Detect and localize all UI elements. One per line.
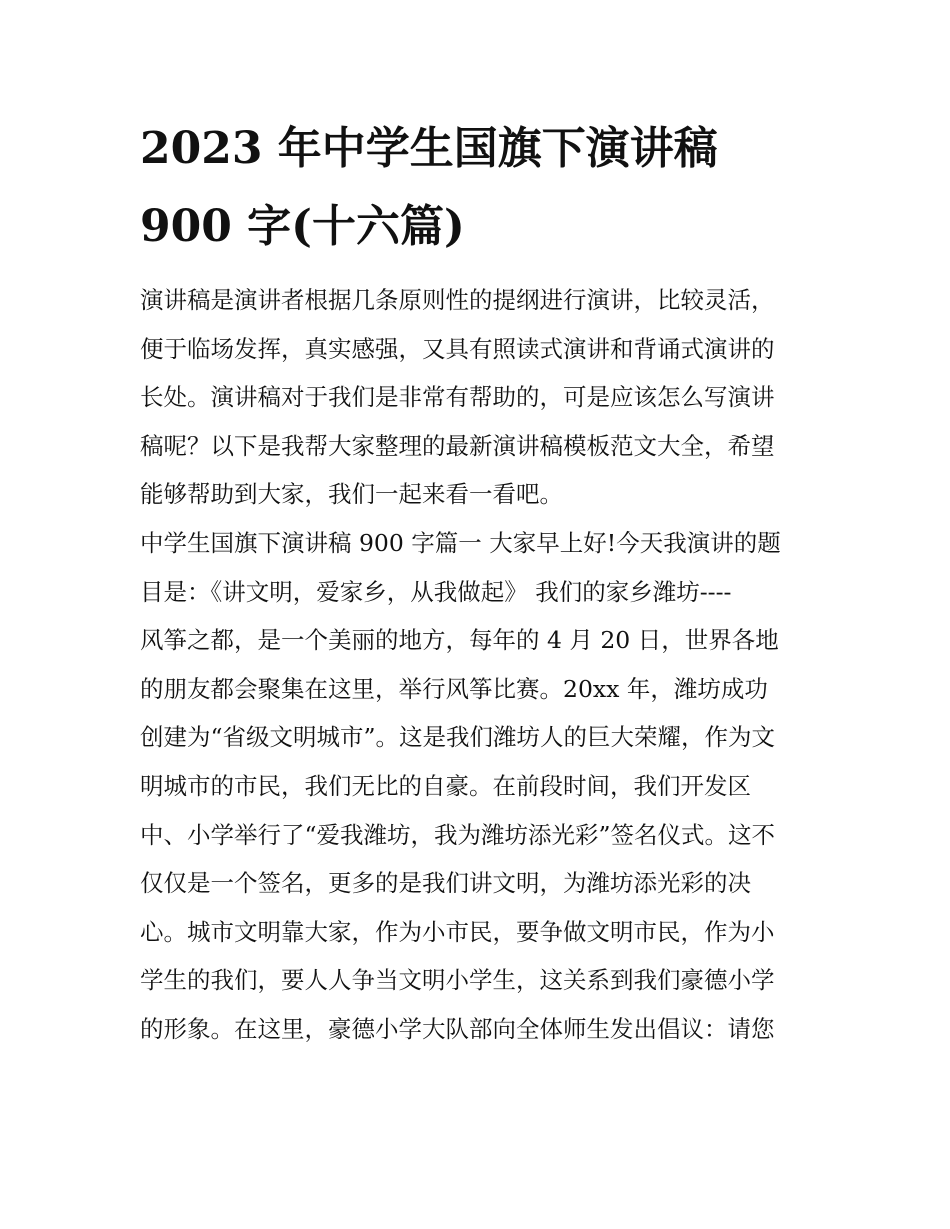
text-line: 稿呢？以下是我帮大家整理的最新演讲稿模板范文大全，希望 bbox=[140, 431, 775, 460]
text-line: 目是：《讲文明，爱家乡，从我做起》 我们的家乡潍坊---- bbox=[140, 577, 732, 606]
text-line: 长处。演讲稿对于我们是非常有帮助的，可是应该怎么写演讲 bbox=[140, 383, 775, 412]
title-line: 900 字(十六篇) bbox=[140, 201, 465, 252]
text-line: 的形象。在这里，豪德小学大队部向全体师生发出倡议：请您 bbox=[140, 1014, 775, 1043]
document-title bbox=[140, 110, 820, 266]
text-line: 的朋友都会聚集在这里，举行风筝比赛。20xx 年，潍坊成功 bbox=[140, 674, 768, 703]
text-line: 学生的我们，要人人争当文明小学生，这关系到我们豪德小学 bbox=[140, 966, 775, 995]
document-body bbox=[140, 276, 820, 1054]
title-line: 2023 年中学生国旗下演讲稿 bbox=[140, 123, 718, 174]
text-line: 中、小学举行了“爱我潍坊，我为潍坊添光彩”签名仪式。这不 bbox=[140, 820, 776, 849]
text-line: 心。城市文明靠大家，作为小市民，要争做文明市民，作为小 bbox=[140, 917, 775, 946]
intro-paragraph bbox=[140, 276, 820, 519]
text-line: 便于临场发挥，真实感强，又具有照读式演讲和背诵式演讲的 bbox=[140, 334, 775, 363]
text-line: 风筝之都，是一个美丽的地方，每年的 4 月 20 日，世界各地 bbox=[140, 626, 779, 655]
text-line: 中学生国旗下演讲稿 900 字篇一 大家早上好!今天我演讲的题 bbox=[140, 528, 781, 557]
text-line: 明城市的市民，我们无比的自豪。在前段时间，我们开发区 bbox=[140, 771, 751, 800]
text-line: 仅仅是一个签名，更多的是我们讲文明，为潍坊添光彩的决 bbox=[140, 869, 751, 898]
text-line: 演讲稿是演讲者根据几条原则性的提纲进行演讲，比较灵活， bbox=[140, 286, 775, 314]
text-line: 创建为“省级文明城市”。这是我们潍坊人的巨大荣耀，作为文 bbox=[140, 723, 776, 752]
essay-paragraph bbox=[140, 519, 820, 1054]
text-line: 能够帮助到大家，我们一起来看一看吧。 bbox=[140, 480, 563, 509]
